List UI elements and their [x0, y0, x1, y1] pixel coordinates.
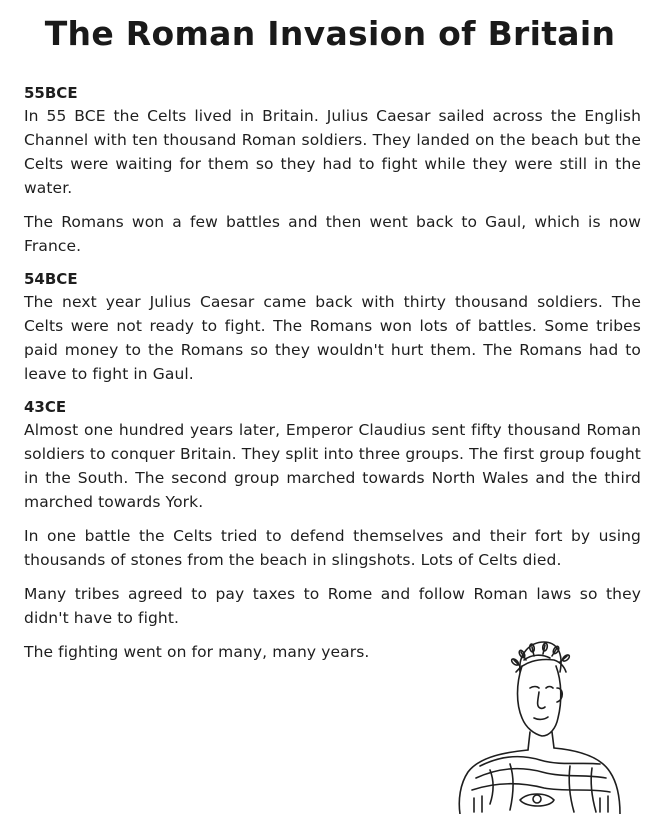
section-heading-55bce: 55BCE	[24, 84, 78, 102]
paragraph: Almost one hundred years later, Emperor Claudius sent fifty thousand Roman soldiers to conquer Britain. They split into three groups. The first group fought in the South. The second group marched towards North Wales and the third marched towards York.	[24, 421, 641, 511]
page-title: The Roman Invasion of Britain	[44, 14, 616, 53]
paragraph: In one battle the Celts tried to defend themselves and their fort by using thousands of stones from the beach in slingshots. Lots of Celts died.	[24, 527, 641, 569]
paragraph: The fighting went on for many, many years.	[24, 643, 370, 661]
section-heading-43ce: 43CE	[24, 398, 67, 416]
paragraph: The next year Julius Caesar came back with thirty thousand soldiers. The Celts were not ready to fight. The Romans won lots of battles. Some tribes paid money to the Romans so they wouldn't hurt them. The Romans had to leave to fight in Gaul.	[24, 293, 641, 383]
article-body	[24, 82, 641, 664]
paragraph: The Romans won a few battles and then went back to Gaul, which is now France.	[24, 213, 641, 255]
paragraph: Many tribes agreed to pay taxes to Rome and follow Roman laws so they didn't have to fight.	[24, 585, 641, 627]
paragraph: In 55 BCE the Celts lived in Britain. Julius Caesar sailed across the English Channel with ten thousand Roman soldiers. They landed on the beach but the Celts were waiting for them so they had to fight while they were still in the water.	[24, 107, 641, 197]
roman-emperor-laurel-illustration	[450, 632, 630, 814]
section-heading-54bce: 54BCE	[24, 270, 78, 288]
